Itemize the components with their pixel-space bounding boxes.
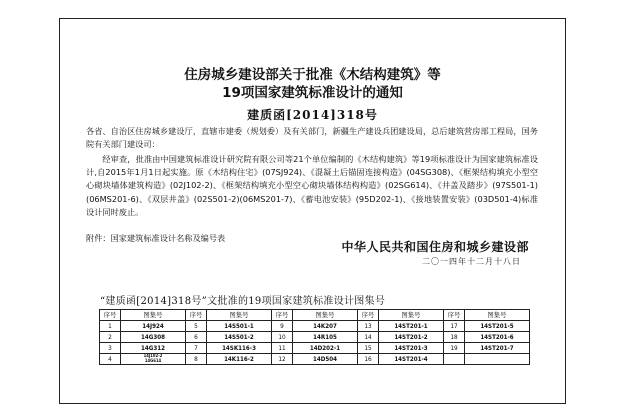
seq-cell: 7	[186, 343, 207, 354]
seq-cell: 12	[272, 354, 293, 365]
attachment-note: 附件：国家建筑标准设计名称及编号表	[86, 233, 226, 243]
atlas-number-cell: 14J102-2 14G614	[121, 354, 186, 365]
seq-cell: 9	[272, 321, 293, 332]
header-cell: 图集号	[293, 310, 358, 321]
seq-cell: 4	[100, 354, 121, 365]
table-header-row	[100, 310, 530, 321]
atlas-number-cell: 14ST201-3	[379, 343, 444, 354]
atlas-number-cell: 14ST201-1	[379, 321, 444, 332]
atlas-number-cell: 14D504	[293, 354, 358, 365]
atlas-number-cell: 14K116-2	[207, 354, 272, 365]
table-title: “建质函[2014]318号”文批准的19项国家建筑标准设计图集号	[100, 296, 386, 307]
atlas-number-cell	[465, 354, 530, 365]
atlas-number-cell: 14ST201-4	[379, 354, 444, 365]
seq-cell: 5	[186, 321, 207, 332]
notice-title-line1: 住房城乡建设部关于批准《木结构建筑》等	[184, 67, 441, 83]
atlas-number-cell: 14J924	[121, 321, 186, 332]
atlas-number-cell: 14S501-1	[207, 321, 272, 332]
atlas-number-cell: 14ST201-7	[465, 343, 530, 354]
seq-cell: 1	[100, 321, 121, 332]
notice-title-line2: 19项国家建筑标准设计的通知	[222, 85, 403, 101]
seq-cell: 8	[186, 354, 207, 365]
header-cell: 序号	[100, 310, 121, 321]
seq-cell: 14	[358, 332, 379, 343]
header-cell: 序号	[272, 310, 293, 321]
seq-cell: 15	[358, 343, 379, 354]
table-row	[100, 321, 530, 332]
seq-cell: 17	[444, 321, 465, 332]
atlas-number-cell: 14K207	[293, 321, 358, 332]
header-cell: 图集号	[379, 310, 444, 321]
atlas-number-cell: 14D202-1	[293, 343, 358, 354]
notice-title	[59, 66, 566, 102]
table-row	[100, 332, 530, 343]
header-cell: 图集号	[207, 310, 272, 321]
document-number: 建质函[2014]318号	[247, 108, 378, 122]
seq-cell: 13	[358, 321, 379, 332]
header-cell: 图集号	[121, 310, 186, 321]
header-cell: 序号	[358, 310, 379, 321]
header-cell: 序号	[444, 310, 465, 321]
header-cell: 图集号	[465, 310, 530, 321]
seq-cell	[444, 354, 465, 365]
issuing-organization: 中华人民共和国住房和城乡建设部	[341, 240, 529, 254]
atlas-number-cell: 14ST201-5	[465, 321, 530, 332]
seq-cell: 3	[100, 343, 121, 354]
atlas-number-cell: 14ST201-2	[379, 332, 444, 343]
addressee-paragraph: 各省、自治区住房城乡建设厅，直辖市建委（规划委）及有关部门，新疆生产建设兵团建设局，总后建筑营房部工程局，国务院有关部门建设司：	[86, 126, 538, 150]
seq-cell: 16	[358, 354, 379, 365]
atlas-number-cell: 14R105	[293, 332, 358, 343]
atlas-number-cell: 14G312	[121, 343, 186, 354]
atlas-number-cell: 14ST201-6	[465, 332, 530, 343]
seq-cell: 10	[272, 332, 293, 343]
table-row	[100, 354, 530, 365]
seq-cell: 19	[444, 343, 465, 354]
header-cell: 序号	[186, 310, 207, 321]
atlas-number-cell: 14G308	[121, 332, 186, 343]
seq-cell: 18	[444, 332, 465, 343]
seq-cell: 2	[100, 332, 121, 343]
atlas-number-cell: 14SK116-3	[207, 343, 272, 354]
seq-cell: 11	[272, 343, 293, 354]
table-row	[100, 343, 530, 354]
standards-table	[99, 309, 530, 365]
body-paragraph: 经审查，批准由中国建筑标准设计研究院有限公司等21个单位编制的《木结构建筑》等19项标准设计为国家建筑标准设计,自2015年1月1日起实施。原《木结构住宅》(07SJ924)、《混凝土后锚固连接构造》(04SG308)、《框架结构填充小型空心砌块墙体建筑构造》(02J102-2)、《框架结构填充小型空心砌块墙体结构构造》(02SG614)、《井盖及踏步》(97S501-1)(06MS201-6)、《双层井盖》(02S501-2)(06MS201-7)、《蓄电池安装》(95D202-1)、《接地装置安装》(03D501-4)标准设计同时废止。	[86, 154, 538, 217]
seq-cell: 6	[186, 332, 207, 343]
issue-date: 二〇一四年十二月十八日	[422, 257, 521, 266]
atlas-number-cell: 14S501-2	[207, 332, 272, 343]
